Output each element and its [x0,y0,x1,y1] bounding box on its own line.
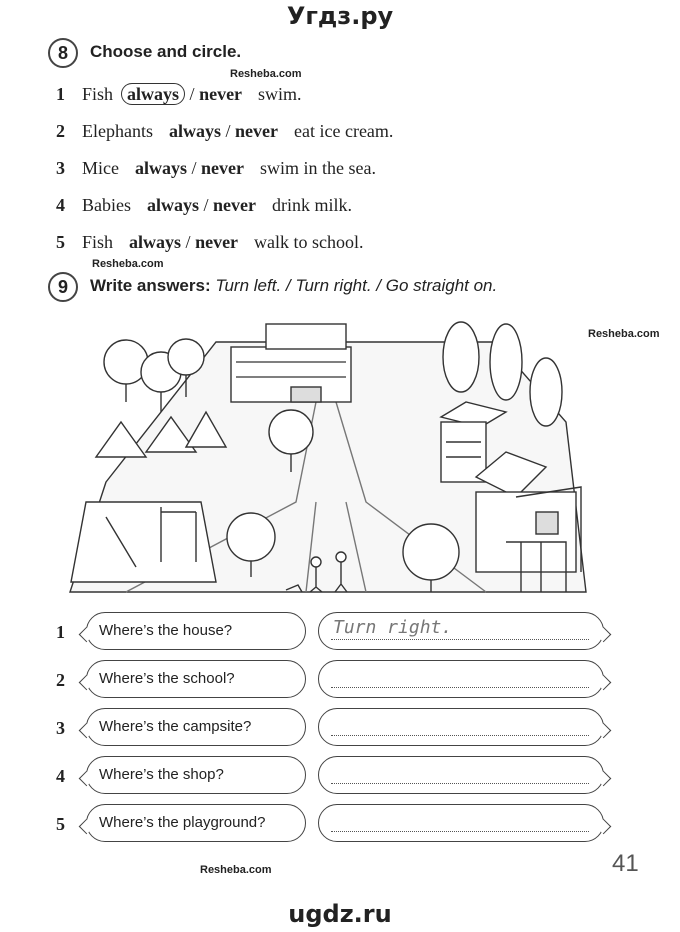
row-subject: Fish [82,232,114,252]
exercise-9-title [90,276,497,296]
row-predicate: swim in the sea. [260,158,376,178]
answer-text: Turn right. [333,617,453,638]
row-number: 3 [56,158,65,178]
answer-dotted-line [331,783,589,784]
question-bubble [86,804,306,842]
option-always[interactable]: always [129,232,182,252]
question-number: 3 [56,718,65,738]
question-number: 1 [56,622,65,642]
answer-dotted-line [331,639,589,640]
separator: / [191,158,197,178]
page-number: 41 [612,850,639,877]
answer-dotted-line [331,735,589,736]
question-number: 4 [56,766,65,786]
answer-field[interactable] [318,708,604,746]
question-text: Where’s the playground? [99,814,266,831]
row-number: 1 [56,84,65,104]
site-header: Угдз.ру [286,2,394,30]
sentence-row [56,158,376,179]
sentence-row [56,84,302,105]
option-always[interactable]: always [147,195,200,215]
row-subject: Mice [82,158,119,178]
exercise-8-title: Choose and circle. [90,42,242,61]
sentence-row [56,121,393,142]
option-never[interactable]: never [195,232,239,252]
answer-dotted-line [331,687,589,688]
option-never[interactable]: never [213,195,257,215]
separator: / [225,121,231,141]
answer-field[interactable] [318,612,604,650]
exercise-9-options: Turn left. / Turn right. / Go straight on. [215,276,498,295]
question-bubble [86,612,306,650]
watermark: Resheba.com [230,68,302,80]
answer-dotted-line [331,831,589,832]
option-never[interactable]: never [201,158,244,178]
row-number: 5 [56,232,65,252]
option-never[interactable]: never [199,84,243,104]
question-text: Where’s the shop? [99,766,224,783]
site-footer: ugdz.ru [288,900,392,928]
question-text: Where’s the school? [99,670,235,687]
row-predicate: drink milk. [272,195,353,215]
row-subject: Babies [82,195,131,215]
row-number: 2 [56,121,65,141]
separator: / [189,84,195,104]
town-map-illustration [66,302,592,602]
row-predicate: walk to school. [254,232,364,252]
answer-field[interactable] [318,756,604,794]
option-always-circled[interactable]: always [121,83,185,105]
exercise-8-number: 8 [48,38,78,68]
row-predicate: swim. [258,84,302,104]
option-always[interactable]: always [134,158,187,178]
exercise-9-instruction: Write answers: [90,276,211,295]
question-number: 2 [56,670,65,690]
sentence-row [56,195,352,216]
exercise-9-number: 9 [48,272,78,302]
watermark: Resheba.com [200,864,272,876]
answer-field[interactable] [318,804,604,842]
option-never[interactable]: never [235,121,278,141]
watermark: Resheba.com [92,258,164,270]
row-number: 4 [56,195,65,215]
separator: / [203,195,209,215]
question-text: Where’s the campsite? [99,718,252,735]
question-text: Where’s the house? [99,622,233,639]
question-number: 5 [56,814,65,834]
row-subject: Elephants [82,121,153,141]
question-bubble [86,660,306,698]
question-bubble [86,756,306,794]
separator: / [185,232,191,252]
sentence-row [56,232,364,253]
row-subject: Fish [82,84,114,104]
option-always[interactable]: always [168,121,221,141]
answer-field[interactable] [318,660,604,698]
question-bubble [86,708,306,746]
watermark: Resheba.com [588,328,660,340]
row-predicate: eat ice cream. [294,121,394,141]
